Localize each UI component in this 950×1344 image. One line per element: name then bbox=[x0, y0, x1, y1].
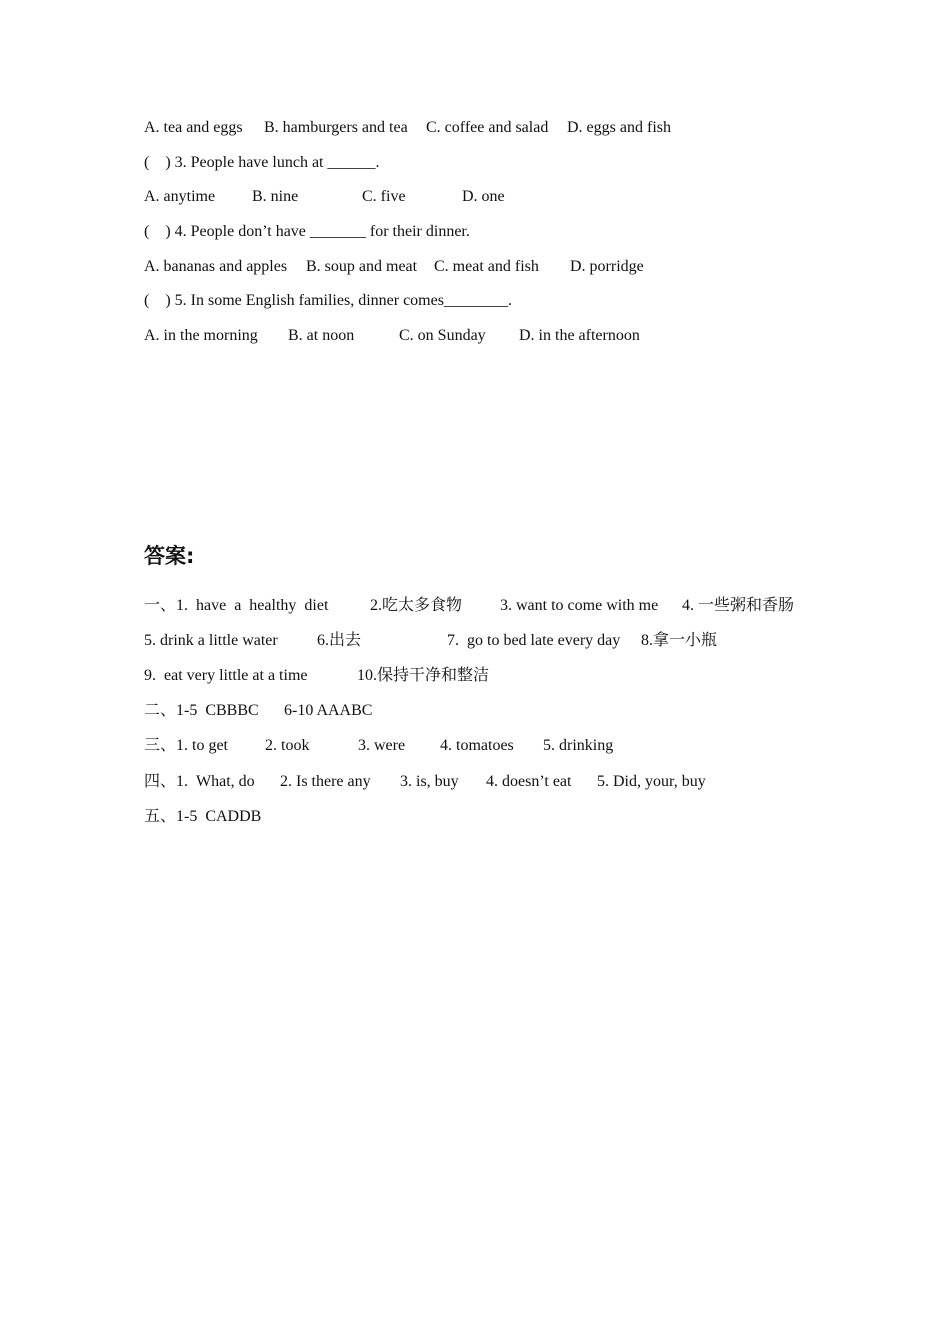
answer-1-6: 6.出去 bbox=[317, 632, 362, 649]
answer-1-7: 7. go to bed late every day bbox=[447, 632, 621, 649]
q3-option-d: D. one bbox=[462, 188, 505, 205]
answer-3-3: 3. were bbox=[358, 737, 406, 754]
answer-4-3: 3. is, buy bbox=[400, 773, 459, 790]
q5-option-a: A. in the morning bbox=[144, 327, 258, 344]
q2-option-d: D. eggs and fish bbox=[567, 119, 671, 136]
q3-option-c: C. five bbox=[362, 188, 406, 205]
answer-2-first: 二、1-5 CBBBC bbox=[144, 702, 259, 719]
q2-option-b: B. hamburgers and tea bbox=[264, 119, 408, 136]
answer-4-2: 2. Is there any bbox=[280, 773, 371, 790]
answer-3-5: 5. drinking bbox=[543, 737, 614, 754]
q3-text: ( ) 3. People have lunch at ______. bbox=[144, 154, 380, 171]
answer-2-second: 6-10 AAABC bbox=[284, 702, 373, 719]
q2-option-a: A. tea and eggs bbox=[144, 119, 243, 136]
answer-4-4: 4. doesn’t eat bbox=[486, 773, 572, 790]
answer-4-5: 5. Did, your, buy bbox=[597, 773, 706, 790]
answer-1-4: 4. 一些粥和香肠 bbox=[682, 597, 795, 614]
q4-option-c: C. meat and fish bbox=[434, 258, 539, 275]
answer-3-2: 2. took bbox=[265, 737, 310, 754]
q4-option-d: D. porridge bbox=[570, 258, 644, 275]
q4-option-b: B. soup and meat bbox=[306, 258, 418, 275]
answer-1-8: 8.拿一小瓶 bbox=[641, 632, 718, 649]
q2-option-c: C. coffee and salad bbox=[426, 119, 549, 136]
answers-part5 bbox=[144, 807, 262, 867]
q5-option-d: D. in the afternoon bbox=[519, 327, 640, 344]
answer-4-1: 四、1. What, do bbox=[144, 773, 255, 790]
q5-option-b: B. at noon bbox=[288, 327, 355, 344]
answer-1-3: 3. want to come with me bbox=[500, 597, 659, 614]
q4-text: ( ) 4. People don’t have _______ for their dinner. bbox=[144, 223, 470, 240]
answer-3-4: 4. tomatoes bbox=[440, 737, 514, 754]
answer-5: 五、1-5 CADDB bbox=[144, 808, 262, 825]
answer-1-1: 一、1. have a healthy diet bbox=[144, 597, 329, 614]
answers-heading: 答案: bbox=[144, 544, 195, 568]
q3-option-b: B. nine bbox=[252, 188, 299, 205]
q5-text: ( ) 5. In some English families, dinner comes________. bbox=[144, 292, 512, 309]
q5-option-c: C. on Sunday bbox=[399, 327, 486, 344]
answer-1-9: 9. eat very little at a time bbox=[144, 667, 308, 684]
answer-1-10: 10.保持干净和整洁 bbox=[357, 667, 490, 684]
q3-option-a: A. anytime bbox=[144, 188, 216, 205]
q5-options bbox=[144, 326, 640, 446]
q4-option-a: A. bananas and apples bbox=[144, 258, 288, 275]
answer-1-2: 2.吃太多食物 bbox=[370, 597, 463, 614]
answer-3-1: 三、1. to get bbox=[144, 737, 228, 754]
answer-1-5: 5. drink a little water bbox=[144, 632, 278, 649]
